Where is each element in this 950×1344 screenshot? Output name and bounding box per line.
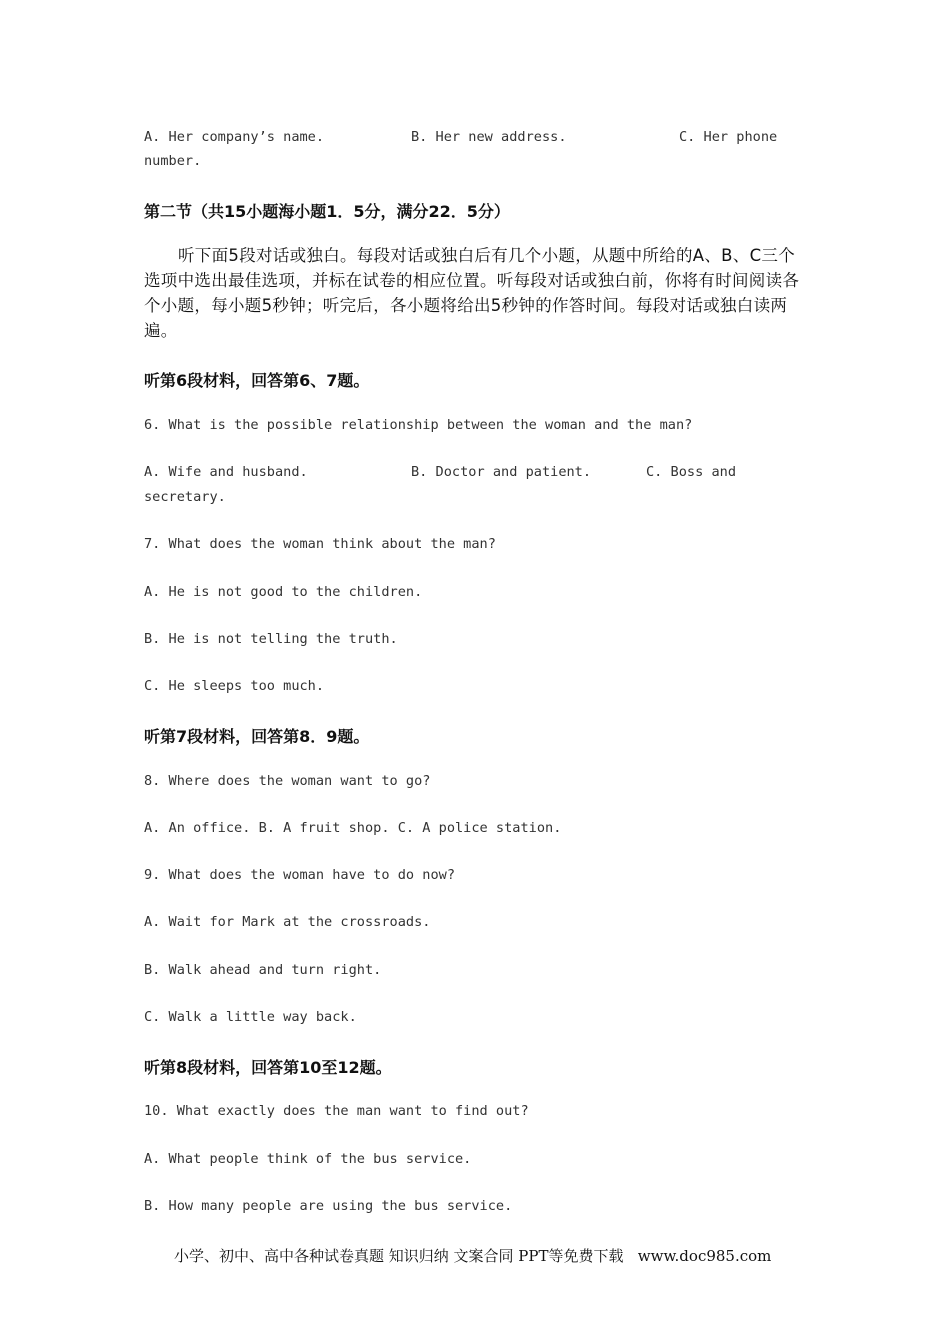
- q5-option-b: B. Her new address.: [411, 129, 567, 145]
- q9-option-c: C. Walk a little way back.: [144, 1009, 357, 1025]
- q7-option-a: A. He is not good to the children.: [144, 584, 423, 600]
- q10-option-a: A. What people think of the bus service.: [144, 1151, 472, 1167]
- q10-option-b: B. How many people are using the bus service.: [144, 1198, 513, 1214]
- q10-question: 10. What exactly does the man want to find out?: [144, 1103, 529, 1119]
- q5-option-c-continued: number.: [144, 153, 202, 169]
- q6-option-c-continued: secretary.: [144, 489, 226, 505]
- q6-option-b: B. Doctor and patient.: [411, 464, 592, 480]
- q9-option-b: B. Walk ahead and turn right.: [144, 962, 382, 978]
- q7-option-b: B. He is not telling the truth.: [144, 631, 398, 647]
- q9-option-a: A. Wait for Mark at the crossroads.: [144, 914, 431, 930]
- page-footer: 小学、初中、高中各种试卷真题 知识归纳 文案合同 PPT等免费下载 www.doc985.com: [174, 1247, 772, 1265]
- q8-question: 8. Where does the woman want to go?: [144, 773, 431, 789]
- q6-option-a: A. Wife and husband.: [144, 464, 308, 480]
- q6-question: 6. What is the possible relationship between the woman and the man?: [144, 417, 693, 433]
- q5-option-a: A. Her company’s name.: [144, 129, 325, 145]
- q6-option-c: C. Boss and: [646, 464, 737, 480]
- q5-option-c: C. Her phone: [679, 129, 778, 145]
- passage-7-heading: 听第7段材料，回答第8．9题。: [144, 727, 370, 746]
- q9-question: 9. What does the woman have to do now?: [144, 867, 455, 883]
- passage-8-heading: 听第8段材料，回答第10至12题。: [144, 1058, 392, 1077]
- instructions-paragraph: 听下面5段对话或独白。每段对话或独白后有几个小题，从题中所给的A、B、C三个选项中选出最佳选项，并标在试卷的相应位置。听每段对话或独白前，你将有时间阅读各个小题，每小题5秒钟；听完后，各小题将给出5秒钟的作答时间。每段对话或独白读两遍。: [144, 246, 800, 340]
- q7-option-c: C. He sleeps too much.: [144, 678, 325, 694]
- q7-question: 7. What does the woman think about the man?: [144, 536, 496, 552]
- passage-6-heading: 听第6段材料，回答第6、7题。: [144, 371, 370, 390]
- q8-options: A. An office. B. A fruit shop. C. A police station.: [144, 820, 562, 836]
- section-heading: 第二节（共15小题海小题1．5分，满分22．5分）: [144, 202, 510, 221]
